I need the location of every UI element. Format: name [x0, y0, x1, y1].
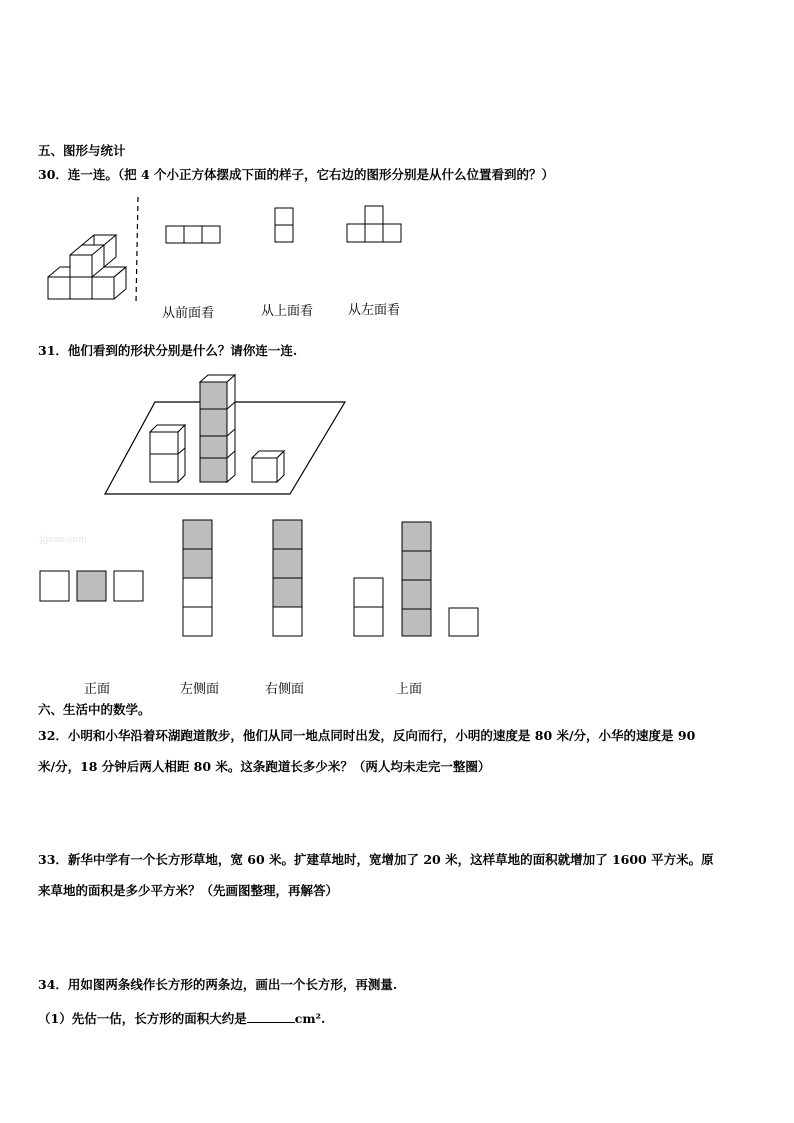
label-left-side: 左侧面 — [180, 682, 220, 697]
option-right-side — [273, 520, 302, 636]
label-top-view: 从上面看 — [261, 304, 314, 319]
q31-scene — [100, 372, 360, 500]
question-33-line1: 33．新华中学有一个长方形草地，宽 60 米。扩建草地时，宽增加了 20 米，这样草地的面积就增加了 1600 平方米。原 — [38, 852, 714, 867]
answer-blank — [247, 1010, 295, 1023]
section-6-title: 六、生活中的数学。 — [38, 702, 151, 717]
question-30-text: 30．连一连。（把 4 个小正方体摆成下面的样子，它右边的图形分别是从什么位置看到的？） — [38, 167, 555, 182]
label-front: 正面 — [84, 682, 111, 697]
q30-figure — [40, 195, 420, 305]
cube-stack-drawing — [48, 235, 126, 299]
label-front-view: 从前面看 — [162, 306, 215, 321]
option-top — [354, 522, 478, 636]
question-33-line2: 来草地的面积是多少平方米？（先画图整理，再解答） — [38, 883, 339, 898]
label-right-side: 右侧面 — [265, 682, 305, 697]
question-32-line1: 32．小明和小华沿着环湖跑道散步，他们从同一地点同时出发，反向而行，小明的速度是 80 米/分，小华的速度是 90 — [38, 728, 696, 743]
section-5-title: 五、图形与统计 — [38, 143, 126, 158]
label-top: 上面 — [396, 682, 423, 697]
question-32-line2: 米/分，18 分钟后两人相距 80 米。这条跑道长多少米？（两人均未走完一整圈） — [38, 759, 491, 774]
label-left-view: 从左面看 — [348, 303, 401, 318]
single-cube — [252, 451, 284, 482]
view-t-shape — [347, 206, 401, 242]
q31-views — [38, 518, 488, 640]
watermark: Jgooo.com — [40, 535, 87, 545]
left-column-cubes — [150, 425, 185, 482]
question-34-text: 34．用如图两条线作长方形的两条边，画出一个长方形，再测量. — [38, 977, 398, 992]
sub1-unit: cm². — [294, 1011, 326, 1026]
option-left-side — [183, 520, 212, 636]
view-two-vertical — [275, 208, 293, 242]
dashed-divider — [136, 197, 138, 303]
question-31-text: 31．他们看到的形状分别是什么？请你连一连. — [38, 343, 298, 358]
view-three-in-row — [166, 226, 220, 243]
sub1-text: （1）先估一估，长方形的面积大约是 — [38, 1011, 247, 1026]
tall-column-cubes — [200, 375, 235, 482]
option-front — [40, 571, 143, 601]
question-34-sub1 — [38, 1010, 325, 1027]
